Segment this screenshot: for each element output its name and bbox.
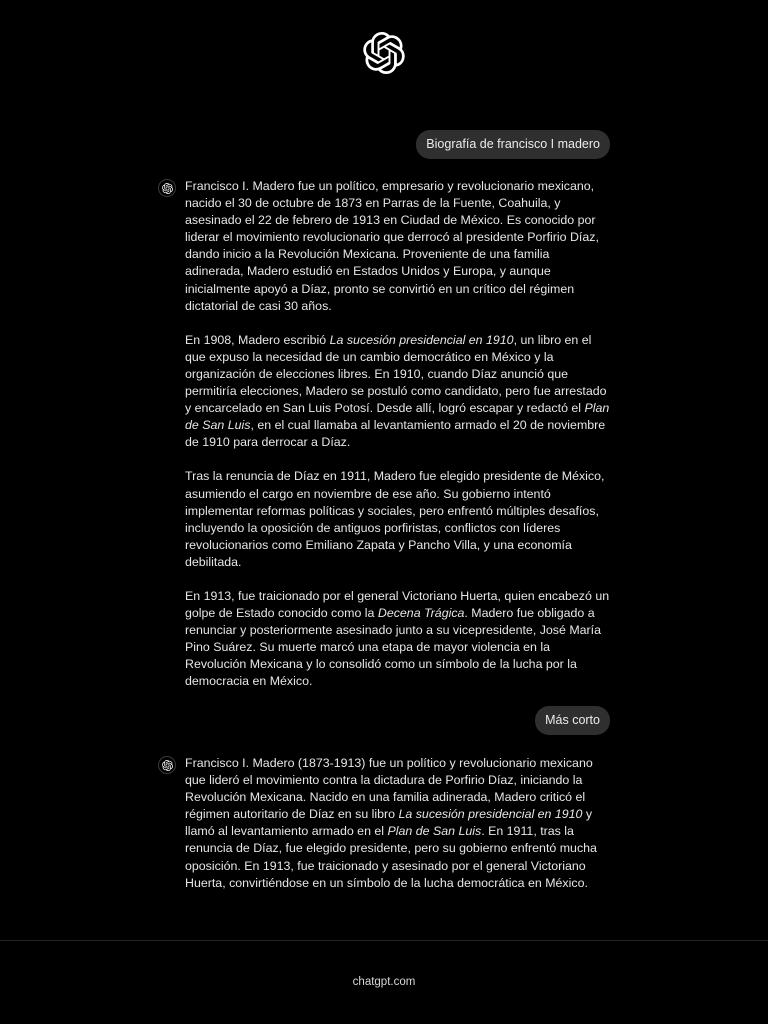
text-run: En 1913, fue traicionado por el general Victoriano Huerta, quien encabezó un golpe de Estado conocido como la [185, 588, 610, 621]
text-run: , un libro en el que expuso la necesidad de un cambio democrático en México y la organización de elecciones libres. En 1910, cuando Díaz anunció que permitiría elecciones, Madero se postuló como candidato, pero fue arrestado y encarcelado en San Luis Potosí. Desde allí, logró escapar y redactó el [185, 332, 607, 416]
user-message-bubble: Más corto [535, 706, 610, 735]
italic-title: Plan de San Luis [185, 401, 610, 433]
text-run: , en el cual llamaba al levantamiento armado el 20 de noviembre de 1910 para derrocar a Díaz. [185, 418, 606, 450]
openai-logo-icon [363, 32, 405, 74]
text-run: . Madero fue obligado a renunciar y posteriormente asesinado junto a su vicepresidente, José María Pino Suárez. Su muerte marcó una etapa de mayor violencia en la Revolución Mexicana y lo consolidó como un símbolo de la lucha por la democracia en México. [185, 606, 601, 689]
assistant-message [158, 755, 610, 892]
message-paragraph [185, 178, 610, 315]
text-run: En 1908, Madero escribió [185, 332, 330, 347]
footer-domain[interactable]: chatgpt.com [352, 976, 416, 988]
message-paragraph [185, 332, 610, 452]
text-run: . En 1911, tras la renuncia de Díaz, fue elegido presidente, pero su gobierno enfrentó mucha oposición. En 1913, fue traicionado y asesinado por el general Victoriano Huerta, convirtiéndose en un símbolo de la lucha democrática en México. [185, 824, 597, 890]
italic-title: Plan de San Luis [387, 824, 482, 839]
assistant-message-text [185, 178, 610, 691]
message-paragraph [185, 468, 610, 571]
message-paragraph [185, 755, 610, 892]
assistant-avatar [158, 756, 176, 774]
footer-divider [0, 940, 768, 941]
assistant-message-text [185, 755, 610, 892]
assistant-message [158, 178, 610, 691]
assistant-avatar [158, 179, 176, 197]
openai-logo-icon [162, 760, 173, 771]
text-run: Tras la renuncia de Díaz en 1911, Madero fue elegido presidente de México, asumiendo el cargo en noviembre de ese año. Su gobierno intentó implementar reformas políticas y sociales, pero enfrentó múltiples desafíos, incluyendo la oposición de antiguos porfiristas, conflictos con líderes revolucionarios como Emiliano Zapata y Pancho Villa, y una economía debilitada. [185, 469, 605, 569]
message-paragraph [185, 588, 610, 691]
text-run: y llamó al levantamiento armado en el [185, 807, 593, 839]
openai-logo-icon [162, 183, 173, 194]
user-message-bubble: Biografía de francisco I madero [416, 130, 610, 159]
italic-title: La sucesión presidencial en 1910 [398, 807, 583, 822]
text-run: Francisco I. Madero fue un político, empresario y revolucionario mexicano, nacido el 30 de octubre de 1873 en Parras de la Fuente, Coahuila, y asesinado el 22 de febrero de 1913 en Ciudad de México. Es conocido por liderar el movimiento revolucionario que derrocó al presidente Porfirio Díaz, dando inicio a la Revolución Mexicana. Proveniente de una familia adinerada, Madero estudió en Estados Unidos y Europa, y aunque inicialmente apoyó a Díaz, pronto se convirtió en un crítico del régimen dictatorial de casi 30 años. [185, 179, 599, 313]
italic-title: Decena Trágica [377, 606, 465, 621]
italic-title: La sucesión presidencial en 1910 [329, 332, 514, 347]
text-run: Francisco I. Madero (1873-1913) fue un político y revolucionario mexicano que lideró el movimiento contra la dictadura de Porfirio Díaz, iniciando la Revolución Mexicana. Nacido en una familia adinerada, Madero criticó el régimen autoritario de Díaz en su libro [185, 756, 593, 822]
